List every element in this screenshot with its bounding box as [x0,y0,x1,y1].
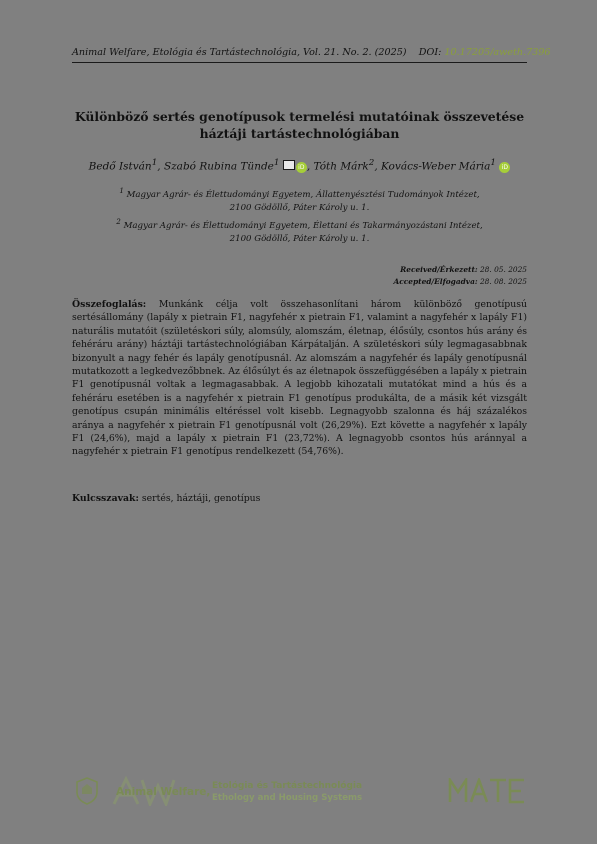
keywords-label: Kulcsszavak: [72,493,139,504]
mate-logo-icon [448,778,528,804]
author-1: Bedő István [88,160,152,173]
email-icon[interactable] [283,160,295,170]
received-label: Received/Érkezett: [400,265,478,274]
journal-footer [72,776,527,808]
received-date: 28. 05. 2025 [479,265,527,274]
orcid-icon[interactable]: iD [499,162,510,173]
title-line-1: Különböző sertés genotípusok termelési mutatóinak összevetése [74,109,525,124]
affiliation-2: Magyar Agrár- és Élettudományi Egyetem, Élettani és Takarmányozástani Intézet, [123,220,483,231]
affiliations: $^1$ Magyar Agrár- és Élettudományi Egyetem, Állattenyésztési Tudományok Intézet, 2100 Gödöllő, Páter Károly u. 1. $^2$ Magyar Agrár- és Élettudományi Egyetem, Élettani és Takarmányozástani Intézet, 2100 Gödöllő, Páter Károly u. 1. [72,184,527,246]
affiliation-1: Magyar Agrár- és Élettudományi Egyetem, Állattenyésztési Tudományok Intézet, [126,189,480,200]
abstract-text: Munkánk célja volt összehasonlítani három különböző genotípusú sertésállomány (lapály x pietrain F1, nagyfehér x pietrain F1, valamint a nagyfehér x lapály F1) naturális mutatóit (születéskori súly, alomsúly, alomszám, életnap, élősúly, csontos hús arány és fehéráru arány) háztáji tartástechnológiában Kárpátalján. A születéskori súly legmagasabbnak bizonyult a nagy fehér és lapály genotípusnál. Az alomszám a nagyfehér és lapály genotípusnál mutatkozott a legkedvezőbbnek. Az élősúlyt és az életnapok összefüggésében a lapály x pietrain F1 genotípusnál voltak a legmagasabbak. A legjobb kihozatali mutatókat mind a hús és a fehéráru esetében is a nagyfehér x pietrain F1 genotípus produkálta, de a másik két vizsgált genotípus csupán minimális eltéréssel volt kisebb. Legnagyobb szalonna és háj százalékos aránya a nagyfehér x pietrain F1 genotípusnál volt (26,29%). Ezt követte a nagyfehér x lapály F1 (24,6%), majd a lapály x pietrain F1 (23,72%). A legnagyobb csontos hús aránnyal a nagyfehér x pietrain F1 genotípus rendelkezett (54,76%). [72,299,527,458]
article-title [72,108,527,142]
accepted-label: Accepted/Elfogadva: [393,277,478,286]
journal-name-hu: Etológia és Tartástechnológia [212,781,363,791]
author-3: Tóth Márk [313,160,369,173]
accepted-date: 28. 08. 2025 [479,277,527,286]
aw-logo-text: Animal Welfare, [116,786,211,798]
orcid-icon[interactable]: iD [296,162,307,173]
journal-name-en: Ethology and Housing Systems [212,793,363,803]
journal-name [212,780,362,804]
author-4: Kovács-Weber Mária [381,160,491,173]
citation-text: Animal Welfare, Etológia és Tartástechnológia, Vol. 21. No. 2. (2025) [72,47,407,58]
running-header [72,47,551,63]
abstract [72,298,527,459]
keywords [72,493,527,504]
doi-link[interactable]: 10.17205/aweth.7396 [444,47,551,58]
doi-label: DOI: [418,47,442,58]
affiliation-2-address: 2100 Gödöllő, Páter Károly u. 1. [229,233,370,244]
abstract-label: Összefoglalás: [72,299,147,310]
article-dates [394,264,527,288]
author-2: Szabó Rubina Tünde [163,160,274,173]
affiliation-1-address: 2100 Gödöllő, Páter Károly u. 1. [229,202,370,213]
author-list: Bedő István$^1$, Szabó Rubina Tünde$^1$ iD , Tóth Márk$^2$, Kovács-Weber Mária$^1$ iD [72,158,527,173]
keywords-text: sertés, háztáji, genotípus [141,493,261,504]
title-line-2: háztáji tartástechnológiában [199,126,400,141]
university-crest-icon [72,776,102,806]
